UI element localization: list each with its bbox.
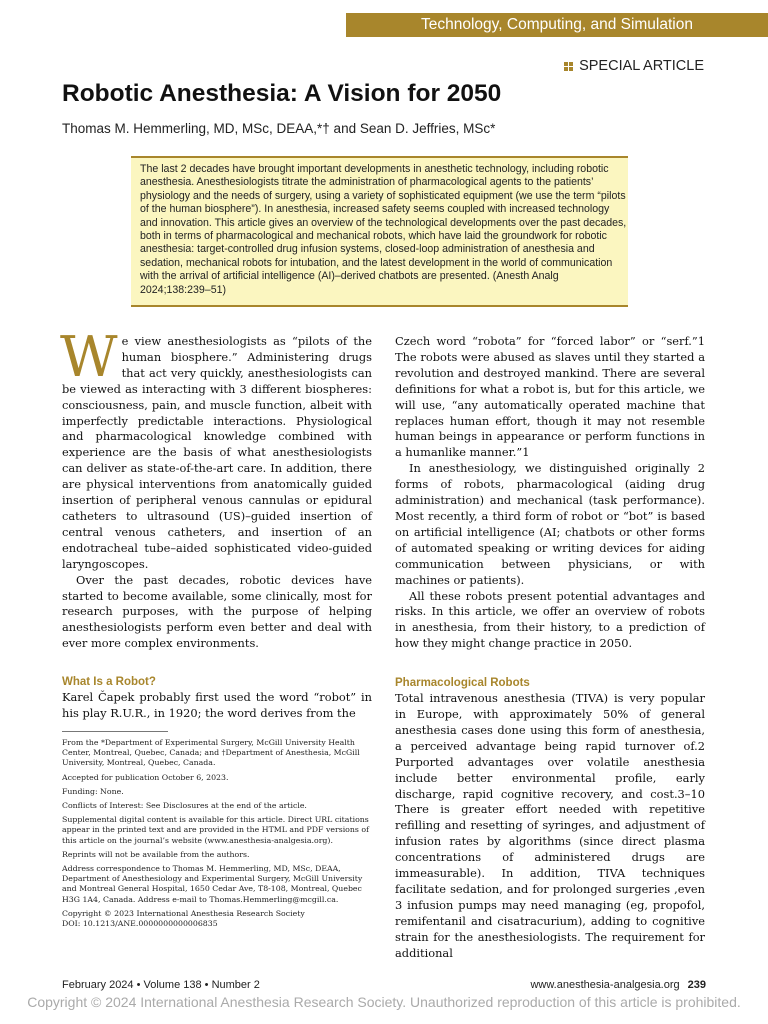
special-article-label bbox=[564, 58, 704, 74]
special-article-text: SPECIAL ARTICLE bbox=[579, 58, 704, 74]
footnote-correspondence: Address correspondence to Thomas M. Hemmerling, MD, MSc, DEAA, Department of Anesthesiology and Experimental Surgery, McGill University and Montreal General Hospital, 1650 Cedar Ave, T8-108, Montreal, Quebec H3G 1A4, Canada. Address e-mail to Thomas.Hemmerling@mcgill.ca. bbox=[62, 864, 363, 904]
abstract-box bbox=[131, 156, 628, 307]
intro-paragraph bbox=[60, 325, 372, 573]
body-paragraph: In anesthesiology, we distinguished originally 2 forms of robots, pharmacological (aiding drug administration) and mechanical (task performance). Most recently, a third form of robot or “bot” is based on artificial intelligence (AI; chatbots or other forms of automated speaking or writing devices for aiding communication between physicians, or with machines or patients). bbox=[395, 461, 705, 587]
body-paragraph: Total intravenous anesthesia (TIVA) is very popular in Europe, with approximately 50% of general anesthesia cases done using this form of anesthesia, a perceived advantage being rapid turnover of.2 Purported advantages over volatile anesthesia include better environmental profile, early discharge, rapid cognitive recovery, and cost.3–10 There is greater effort needed with repetitive refilling and resetting of syringes, and adjustment of infusion rates by algorithms (since direct plasma concentrations of administered drugs are immeasurable). In addition, TIVA techniques facilitate sedation, and for prolonged surgeries ,even 3 infusion pumps may need managing (eg, propofol, remifentanil and cisatracurium), adding to cognitive strain for the anesthesiologists. The requirement for additional bbox=[395, 691, 705, 960]
footnote-doi: DOI: 10.1213/ANE.0000000000006835 bbox=[62, 919, 218, 929]
footnote-accepted: Accepted for publication October 6, 2023. bbox=[62, 772, 229, 782]
intro-text: e view anesthesiologists as “pilots of the human biosphere.” Administering drugs that act very quickly, anesthesiologists can be viewed as interacting with 3 different biospheres: consciousness, pain, and muscle function, albeit with imperfectly predictable interactions. Physiological and pharmacological knowledge combined with experience are the basis of what anesthesiologists can deliver as state-of-the-art care. In addition, there are physical interventions from anatomically guided insertion of peripheral venous cannulas or epidural catheters to ultrasound (US)–guided insertion of central venous catheters, and insertion of an endotracheal tube–aided sophisticated video-guided laryngoscopes. bbox=[62, 334, 372, 571]
footnote-divider bbox=[62, 731, 168, 732]
left-column bbox=[60, 325, 372, 722]
footnote-funding: Funding: None. bbox=[62, 786, 124, 796]
body-paragraph: All these robots present potential advantages and risks. In this article, we offer an overview of robots in anesthesia, from their history, to a prediction of how they might change practice in 2050. bbox=[395, 588, 705, 651]
section-heading-robot: What Is a Robot? bbox=[62, 676, 156, 689]
footnotes bbox=[62, 738, 372, 933]
footnote-conflicts: Conflicts of Interest: See Disclosures at the end of the article. bbox=[62, 801, 307, 811]
footnote-affiliation: From the *Department of Experimental Surgery, McGill University Health Center, Montreal, Quebec, Canada; and †Department of Anesthesia, McGill University, Montreal, Quebec, Canada. bbox=[62, 738, 360, 768]
article-title: Robotic Anesthesia: A Vision for 2050 bbox=[62, 80, 502, 107]
author-list: Thomas M. Hemmerling, MD, MSc, DEAA,*† and Sean D. Jeffries, MSc* bbox=[62, 121, 496, 136]
copyright-notice: Copyright © 2024 International Anesthesia Research Society. Unauthorized reproduction of this article is prohibited. bbox=[27, 994, 741, 1010]
body-paragraph: Karel Čapek probably first used the word “robot” in his play R.U.R., in 1920; the word derives from the bbox=[62, 690, 372, 721]
body-paragraph: Czech word “robota” for “forced labor” or “serf.”1 The robots were abused as slaves until they started a revolution and destroyed mankind. There are several definitions for what a robot is, but for this article, we will use, “any automatically operated machine that replaces human effort, though it may not resemble human beings in appearance or perform functions in a humanlike manner.”1 bbox=[395, 334, 705, 460]
footnote-supplemental: Supplemental digital content is available for this article. Direct URL citations appear in the printed text and are provided in the HTML and PDF versions of this article on the journal’s website (www.anesthesia-analgesia.org). bbox=[62, 815, 369, 845]
journal-footer bbox=[530, 979, 706, 991]
section-banner: Technology, Computing, and Simulation bbox=[346, 13, 768, 37]
right-column bbox=[395, 334, 705, 962]
section-heading-pharmacological: Pharmacological Robots bbox=[395, 677, 530, 690]
footnote-copyright: Copyright © 2023 International Anesthesia Research Society bbox=[62, 908, 305, 918]
issue-info: February 2024 • Volume 138 • Number 2 bbox=[62, 979, 260, 991]
journal-url[interactable]: www.anesthesia-analgesia.org bbox=[530, 979, 680, 991]
body-paragraph: Over the past decades, robotic devices have started to become available, some clinically, most for research purposes, with the purpose of helping anesthesiologists perform even better and deal with ever more complex environments. bbox=[62, 572, 372, 651]
grid-icon bbox=[564, 62, 573, 71]
page-number: 239 bbox=[687, 979, 706, 991]
footnote-reprints: Reprints will not be available from the authors. bbox=[62, 849, 250, 859]
drop-cap: W bbox=[60, 325, 118, 390]
abstract-text: The last 2 decades have brought important developments in anesthetic technology, including robotic anesthesia. Anesthesiologists titrate the administration of pharmacological agents to the patients’ physiology and the needs of surgery, using a variety of sophisticated equipment (we use the term “pilots of the human biosphere”). In anesthesia, increased safety seems coupled with increased technology and innovation. This article gives an overview of the technological developments over the past decades, both in terms of pharmacological and mechanical robots, which have laid the groundwork for robotic anesthesia: target-controlled drug infusion systems, closed-loop administration of anesthesia and sedation, mechanical robots for intubation, and the latest development in the world of communication with the arrival of artificial intelligence (AI)–derived chatbots are presented. (Anesth Analg 2024;138:239–51) bbox=[140, 163, 627, 296]
